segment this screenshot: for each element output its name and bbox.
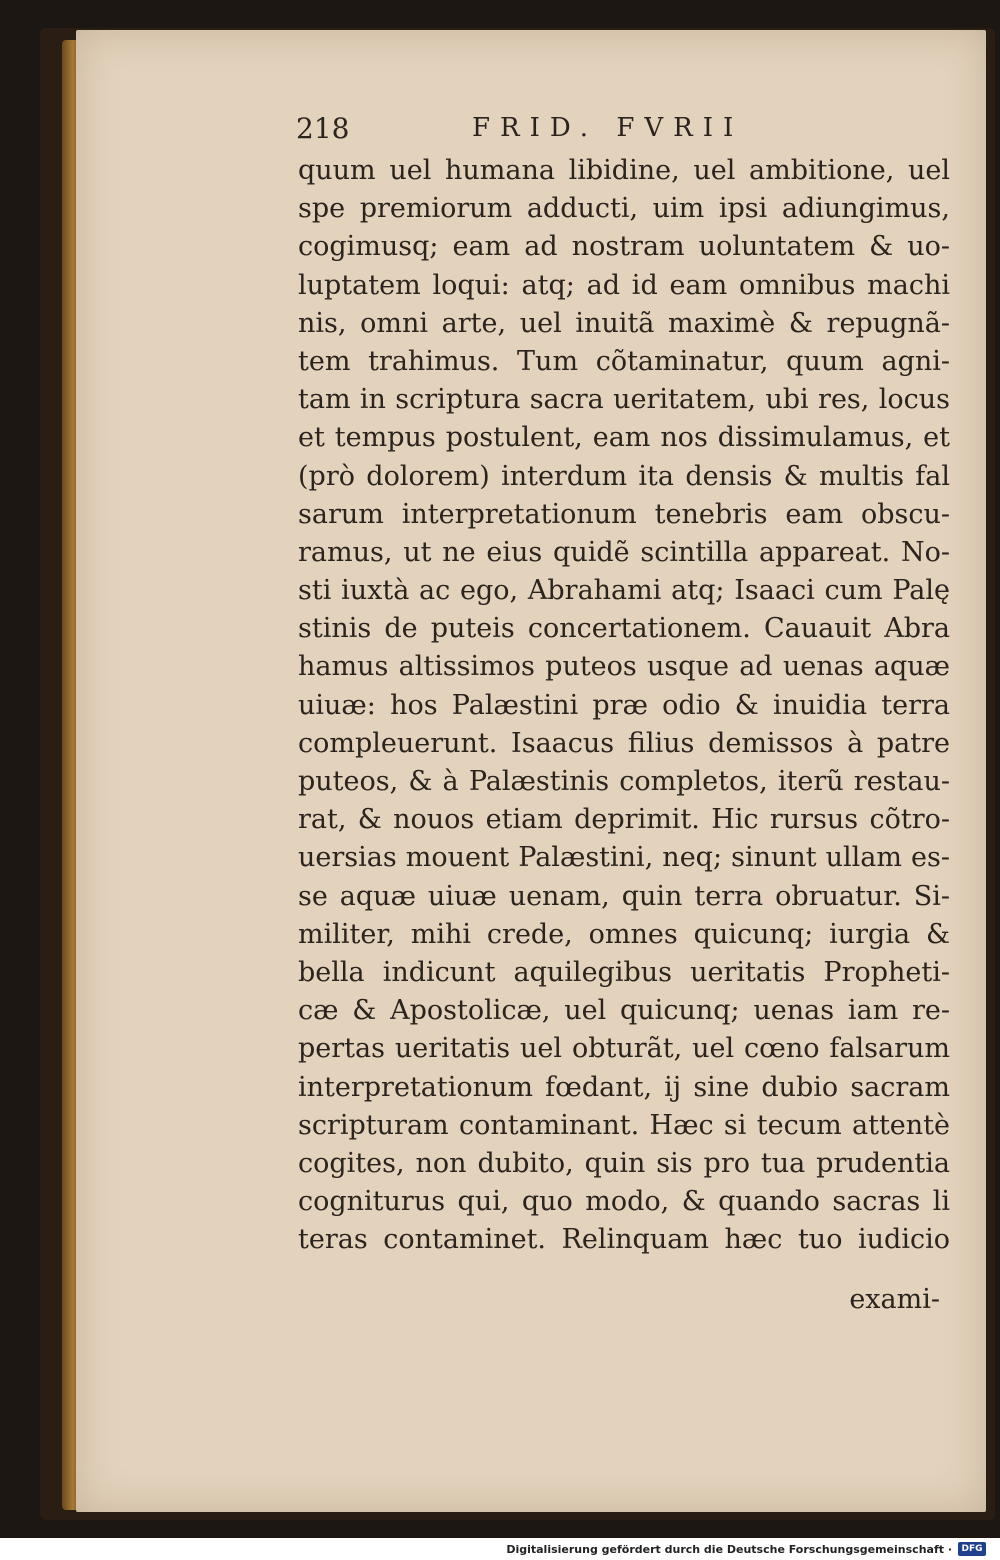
text-line: (prò dolorem) interdum ita densis & multis fal xyxy=(298,460,950,492)
text-line: bella indicunt aquilegibus ueritatis Propheti- xyxy=(298,956,950,988)
text-line: cæ & Apostolicæ, uel quicunq; uenas iam re- xyxy=(298,995,950,1027)
text-line: uersias mouent Palæstini, neq; sinunt ullam es- xyxy=(298,842,950,874)
text-line: puteos, & à Palæstinis completos, iterũ restau- xyxy=(298,766,950,797)
text-line: compleuerunt. Isaacus filius demissos à patre xyxy=(298,727,950,759)
text-line: cogites, non dubito, quin sis pro tua prudentia xyxy=(298,1147,950,1179)
body-text xyxy=(298,152,950,1259)
text-line: spe premiorum adducti, uim ipsi adiungimus, xyxy=(298,193,950,225)
text-line: pertas ueritatis uel obturãt, uel cœno falsarum xyxy=(298,1033,950,1065)
text-line: rat, & nouos etiam deprimit. Hic rursus cõtro- xyxy=(298,804,950,836)
text-line: stinis de puteis concertationem. Cauauit Abra xyxy=(298,613,950,645)
text-line: teras contaminet. Relinquam hæc tuo iudicio xyxy=(298,1224,950,1256)
catchword: exami- xyxy=(849,1284,940,1315)
dfg-logo: DFG xyxy=(958,1542,986,1556)
text-line: tem trahimus. Tum cõtaminatur, quum agni- xyxy=(298,345,950,377)
text-line: interpretationum fœdant, ij sine dubio sacram xyxy=(298,1071,950,1103)
text-line: sarum interpretationum tenebris eam obscu- xyxy=(298,498,950,530)
text-line: ramus, ut ne eius quidẽ scintilla appareat. No- xyxy=(298,536,950,568)
text-line: sti iuxtà ac ego, Abrahami atq; Isaaci cum Palę xyxy=(298,575,950,607)
text-line: cogniturus qui, quo modo, & quando sacras li xyxy=(298,1186,950,1218)
text-line: luptatem loqui: atq; ad id eam omnibus machi xyxy=(298,269,950,301)
page-header xyxy=(296,108,756,148)
footer-bar xyxy=(0,1538,1000,1560)
text-line: nis, omni arte, uel inuitã maximè & repugnã- xyxy=(298,307,950,339)
text-line: hamus altissimos puteos usque ad uenas aquæ xyxy=(298,651,950,683)
text-line: tam in scriptura sacra ueritatem, ubi res, locus xyxy=(298,384,950,416)
funding-credit: Digitalisierung gefördert durch die Deutsche Forschungsgemeinschaft · xyxy=(506,1542,952,1556)
running-head: FRID. FVRII xyxy=(472,113,744,143)
text-line: se aquæ uiuæ uenam, quin terra obruatur. Si- xyxy=(298,880,950,912)
text-line: militer, mihi crede, omnes quicunq; iurgia & xyxy=(298,918,950,950)
folio-number: 218 xyxy=(296,111,350,145)
text-line: uiuæ: hos Palæstini præ odio & inuidia terra xyxy=(298,689,950,721)
text-line: et tempus postulent, eam nos dissimulamus, et xyxy=(298,422,950,454)
text-line: scripturam contaminant. Hæc si tecum attentè xyxy=(298,1109,950,1141)
text-line: cogimusq; eam ad nostram uoluntatem & uo- xyxy=(298,231,950,263)
text-line: quum uel humana libidine, uel ambitione, uel xyxy=(298,155,950,186)
